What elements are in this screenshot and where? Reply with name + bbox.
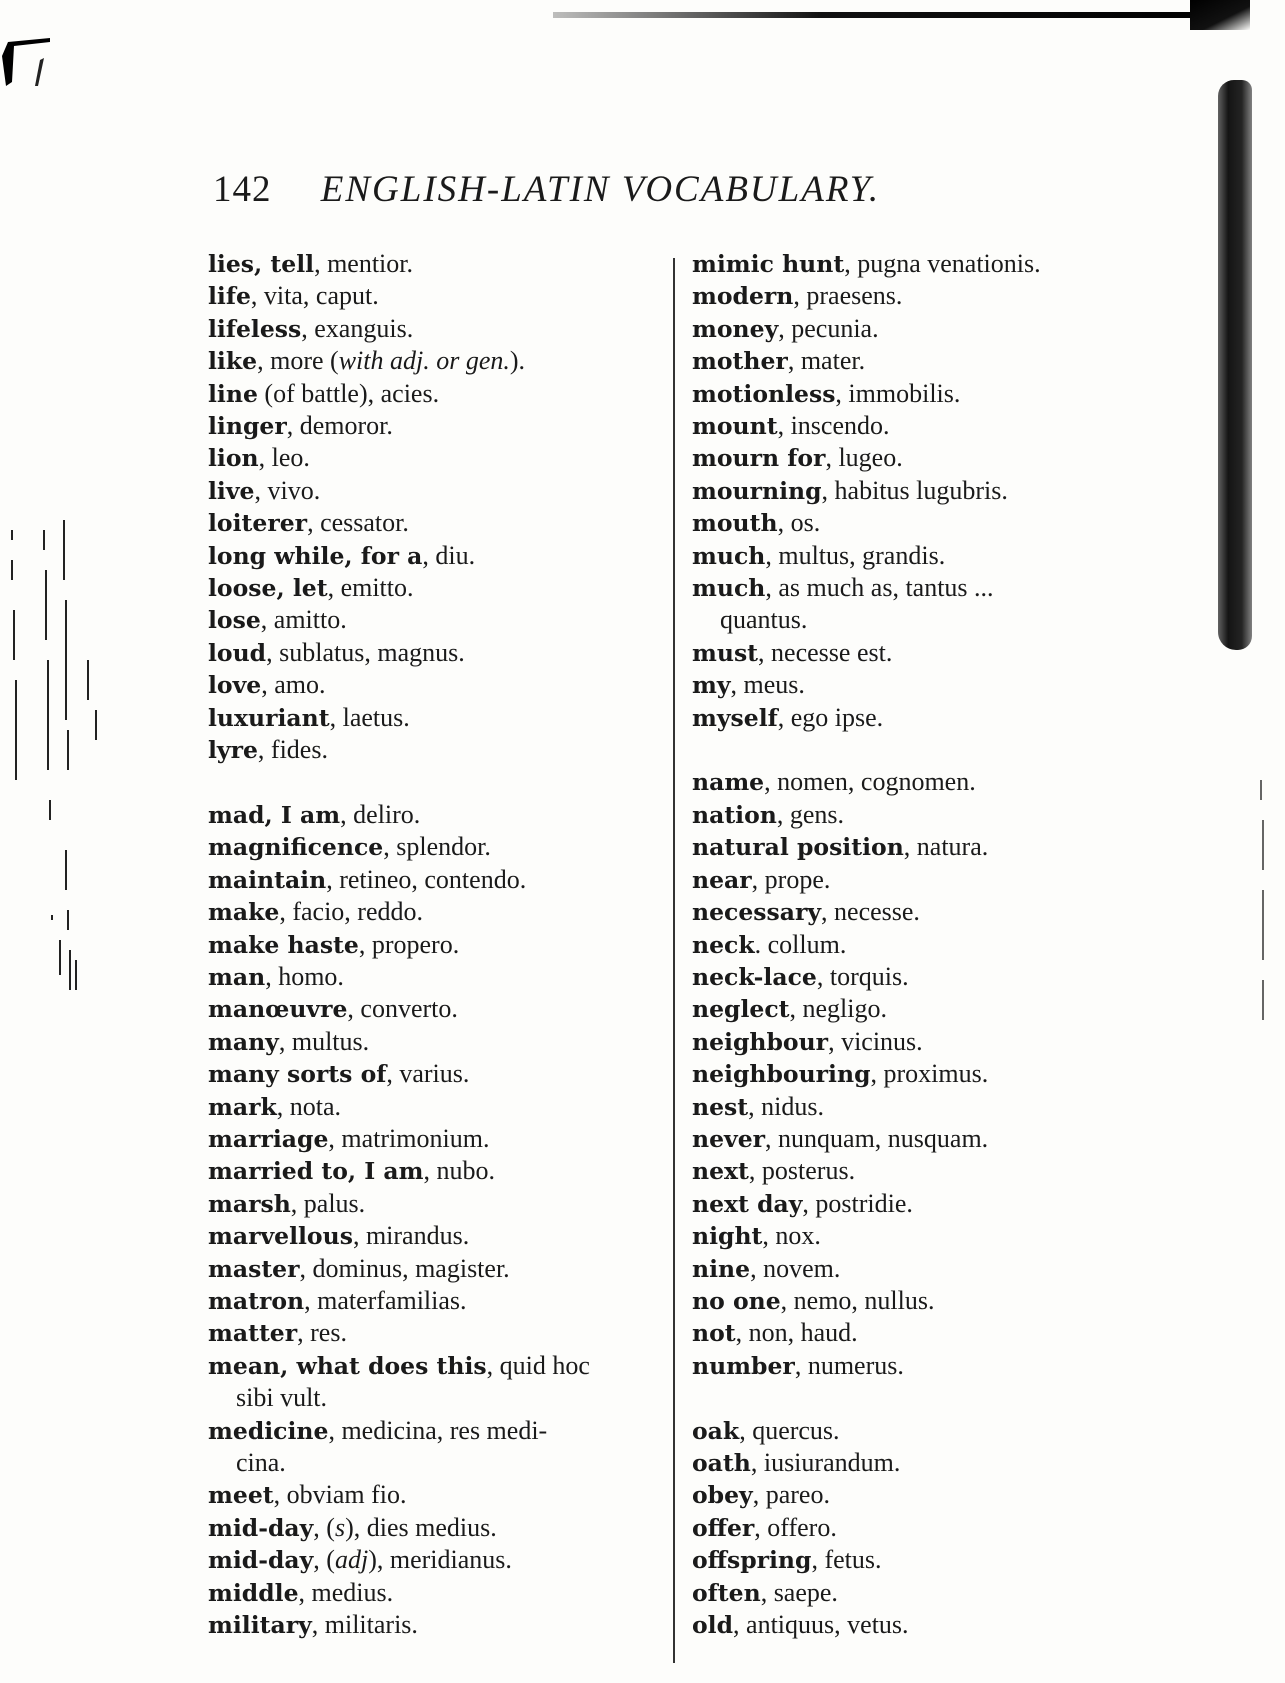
latin-gloss: , proximus. (870, 1059, 989, 1089)
vocab-entry (692, 831, 1172, 863)
vocab-entry (692, 1609, 1172, 1641)
headword: neck-lace (692, 962, 817, 991)
headword: myself (692, 703, 778, 732)
vocab-entry (208, 345, 678, 377)
latin-gloss: , nubo. (423, 1156, 496, 1186)
vocab-entry (208, 831, 678, 863)
latin-gloss: , deliro. (340, 799, 421, 829)
usage-note: with adj. or gen. (338, 346, 510, 376)
headword: offer (692, 1513, 755, 1542)
latin-gloss-end: ). (509, 346, 526, 376)
headword: motionless (692, 379, 836, 408)
latin-gloss: , more ( (257, 346, 339, 376)
vocab-entry (208, 799, 678, 831)
latin-gloss: , immobilis. (835, 378, 961, 408)
vocab-entry (208, 1350, 678, 1382)
vocab-entry (208, 280, 678, 312)
latin-gloss: , retineo, contendo. (326, 864, 527, 894)
latin-gloss: , nota. (276, 1091, 342, 1121)
vocab-entry (692, 345, 1172, 377)
latin-gloss: , amitto. (260, 605, 347, 635)
headword: money (692, 314, 779, 343)
section-spacer (692, 734, 1172, 766)
vocab-entry (208, 378, 678, 410)
latin-gloss: , laetus. (329, 702, 410, 732)
headword: long while, for a (208, 541, 423, 570)
headword: my (692, 671, 731, 700)
latin-gloss: , amo. (261, 670, 326, 700)
vocab-entry (208, 475, 678, 507)
latin-gloss: , varius. (386, 1059, 470, 1089)
headword: loud (208, 638, 267, 667)
vocab-entry (208, 637, 678, 669)
latin-gloss: , leo. (258, 443, 310, 473)
vocab-entry (692, 1447, 1172, 1479)
headword: matron (208, 1286, 305, 1315)
top-rule-line (553, 12, 1223, 18)
vocab-entry (208, 669, 678, 701)
usage-note: s (334, 1512, 346, 1542)
headword: mother (692, 347, 788, 376)
vocab-entry (692, 929, 1172, 961)
latin-gloss: , fides. (257, 735, 328, 765)
latin-gloss: , militaris. (311, 1610, 418, 1640)
latin-gloss: , praesens. (793, 281, 903, 311)
vocab-entry (692, 1091, 1172, 1123)
latin-gloss: , medicina, res medi- (328, 1415, 548, 1445)
latin-gloss: , novem. (750, 1253, 841, 1283)
headword: life (208, 282, 251, 311)
headword: middle (208, 1578, 299, 1607)
headword: marvellous (208, 1222, 353, 1251)
headword: live (208, 476, 255, 505)
headword: meet (208, 1481, 274, 1510)
latin-gloss: , exanguis. (301, 313, 414, 343)
vocab-entry (692, 1512, 1172, 1544)
vocab-entry (208, 604, 678, 636)
vocabulary-column-right (692, 248, 1172, 1641)
vocab-entry (208, 572, 678, 604)
vocab-entry (208, 1544, 678, 1576)
headword: lose (208, 606, 261, 635)
latin-gloss: , medius. (298, 1577, 394, 1607)
headword: mourn for (692, 444, 826, 473)
latin-gloss: , prope. (751, 864, 831, 894)
headword: oath (692, 1449, 751, 1477)
latin-gloss: , as much as, tantus ... (765, 573, 994, 603)
headword: not (692, 1319, 736, 1348)
latin-gloss: , vivo. (254, 475, 321, 505)
headword: much (692, 541, 766, 570)
vocab-entry (692, 1350, 1172, 1382)
headword: next (692, 1157, 749, 1186)
vocab-entry (692, 1220, 1172, 1252)
vocab-entry (208, 1123, 678, 1155)
headword: number (692, 1351, 795, 1380)
entry-continuation: cina. (236, 1448, 286, 1478)
vocab-entry (208, 864, 678, 896)
latin-gloss: , nidus. (748, 1091, 824, 1121)
headword: nation (692, 800, 777, 829)
latin-gloss: , sublatus, magnus. (266, 637, 465, 667)
corner-shadow (1190, 0, 1250, 30)
headword: medicine (208, 1416, 329, 1445)
vocab-entry (692, 993, 1172, 1025)
entry-continuation: sibi vult. (236, 1383, 328, 1413)
headword: must (692, 638, 759, 667)
headword: like (208, 347, 258, 376)
latin-gloss: , vita, caput. (250, 281, 379, 311)
vocab-entry (208, 1317, 678, 1349)
entry-continuation: quantus. (720, 605, 808, 635)
headword: marriage (208, 1124, 329, 1153)
vocab-entry (208, 1253, 678, 1285)
vocab-entry (692, 1188, 1172, 1220)
latin-gloss: , habitus lugubris. (821, 475, 1008, 505)
headword: no one (692, 1286, 781, 1315)
latin-gloss: , torquis. (816, 961, 909, 991)
headword: matter (208, 1319, 298, 1348)
headword: mid-day (208, 1513, 314, 1542)
latin-gloss: , demoror. (286, 411, 393, 441)
latin-gloss: , converto. (347, 994, 458, 1024)
latin-gloss: , res. (297, 1318, 347, 1348)
latin-gloss: , inscendo. (777, 411, 890, 441)
vocab-entry (692, 313, 1172, 345)
vocab-entry (208, 1091, 678, 1123)
latin-gloss: . collum. (754, 929, 847, 959)
vocab-entry (208, 1155, 678, 1187)
vocab-entry (208, 929, 678, 961)
vocab-entry (208, 507, 678, 539)
vocab-entry (692, 1123, 1172, 1155)
headword: luxuriant (208, 703, 330, 732)
vocab-entry (208, 313, 678, 345)
vocab-entry (692, 1479, 1172, 1511)
headword: make haste (208, 930, 359, 959)
vocab-entry (208, 410, 678, 442)
headword: magnificence (208, 833, 384, 862)
vocab-entry (692, 572, 1172, 604)
latin-gloss: , non, haud. (735, 1318, 858, 1348)
vocab-entry (692, 637, 1172, 669)
vocab-entry (208, 1188, 678, 1220)
headword: offspring (692, 1546, 812, 1575)
latin-gloss-end: ), dies medius. (345, 1512, 497, 1542)
vocab-entry (208, 1512, 678, 1544)
headword: neighbouring (692, 1060, 871, 1089)
latin-gloss: , ( (313, 1512, 335, 1542)
headword: love (208, 671, 262, 700)
page-edge-shadow (1218, 80, 1252, 650)
corner-bracket-mark (0, 20, 52, 90)
vocab-entry (208, 896, 678, 928)
latin-gloss: (of battle), acies. (257, 378, 440, 408)
headword: next day (692, 1189, 803, 1218)
headword: mean, what does this (208, 1351, 487, 1380)
vocab-entry (692, 475, 1172, 507)
usage-note: adj (334, 1545, 369, 1575)
headword: oak (692, 1416, 740, 1445)
vocab-entry (692, 1544, 1172, 1576)
latin-gloss: , necesse est. (758, 637, 893, 667)
vocab-entry (692, 1577, 1172, 1609)
latin-gloss: , negligo. (789, 994, 888, 1024)
vocab-entry (692, 669, 1172, 701)
vocab-entry (208, 961, 678, 993)
headword: loose, let (208, 574, 328, 603)
headword: marsh (208, 1189, 291, 1218)
latin-gloss: , emitto. (327, 573, 414, 603)
latin-gloss: , mirandus. (352, 1221, 470, 1251)
headword: military (208, 1611, 312, 1640)
vocab-entry (208, 540, 678, 572)
latin-gloss: , fetus. (811, 1545, 882, 1575)
latin-gloss: , quid hoc (486, 1350, 590, 1380)
latin-gloss: , nunquam, nusquam. (765, 1123, 989, 1153)
headword: master (208, 1254, 300, 1283)
vocab-entry (692, 280, 1172, 312)
headword: much (692, 574, 766, 603)
page-number: 142 (213, 169, 272, 210)
headword: manœuvre (208, 995, 348, 1024)
latin-gloss: , natura. (903, 832, 989, 862)
vocab-entry (692, 1155, 1172, 1187)
vocab-entry (692, 1415, 1172, 1447)
section-spacer (208, 767, 678, 799)
latin-gloss: , pecunia. (778, 313, 879, 343)
vocab-entry (208, 1577, 678, 1609)
latin-gloss: , dominus, magister. (299, 1253, 510, 1283)
headword: near (692, 865, 752, 894)
latin-gloss: , iusiurandum. (750, 1448, 901, 1477)
vocab-entry (208, 1415, 678, 1447)
headword: mid-day (208, 1546, 314, 1575)
vocab-entry (692, 766, 1172, 798)
vocab-entry (208, 442, 678, 474)
headword: lifeless (208, 314, 302, 343)
headword: mount (692, 412, 778, 441)
latin-gloss: , saepe. (760, 1577, 838, 1607)
headword: nest (692, 1092, 749, 1121)
latin-gloss: , ego ipse. (777, 702, 884, 732)
section-spacer (692, 1382, 1172, 1414)
vocab-entry (692, 1317, 1172, 1349)
headword: mourning (692, 476, 822, 505)
latin-gloss: , facio, reddo. (279, 897, 423, 927)
latin-gloss: , ( (313, 1545, 335, 1575)
headword: mimic hunt (692, 250, 845, 278)
vocab-entry (692, 248, 1172, 280)
latin-gloss: , diu. (422, 540, 476, 570)
page-header (213, 162, 1013, 218)
vocab-entry (692, 410, 1172, 442)
latin-gloss-end: ), meridianus. (368, 1545, 512, 1575)
headword: neglect (692, 995, 790, 1024)
latin-gloss: , posterus. (748, 1156, 856, 1186)
latin-gloss: , pugna venationis. (844, 249, 1041, 278)
headword: modern (692, 282, 794, 311)
headword: loiterer (208, 509, 308, 538)
latin-gloss: , offero. (754, 1512, 837, 1542)
latin-gloss: , nomen, cognomen. (764, 767, 976, 797)
vocab-entry (692, 540, 1172, 572)
latin-gloss: , postridie. (802, 1188, 913, 1218)
headword: many (208, 1027, 279, 1056)
page-title: ENGLISH-LATIN VOCABULARY. (320, 169, 881, 210)
vocab-entry (692, 799, 1172, 831)
vocab-entry (692, 1058, 1172, 1090)
headword: line (208, 379, 258, 408)
vocab-entry (208, 702, 678, 734)
headword: never (692, 1124, 766, 1153)
vocab-entry (208, 1058, 678, 1090)
vocab-entry (692, 1253, 1172, 1285)
vocab-entry (692, 1285, 1172, 1317)
latin-gloss: , propero. (358, 929, 460, 959)
latin-gloss: , multus, grandis. (765, 540, 946, 570)
headword: lies, tell (208, 250, 315, 278)
latin-gloss: , antiquus, vetus. (733, 1610, 909, 1640)
headword: obey (692, 1481, 753, 1510)
margin-scan-marks (0, 520, 110, 1060)
latin-gloss: , vicinus. (828, 1026, 923, 1056)
headword: necessary (692, 898, 822, 927)
headword: mad, I am (208, 800, 341, 829)
vocab-entry (208, 1479, 678, 1511)
headword: lyre (208, 736, 258, 765)
latin-gloss: , materfamilias. (304, 1285, 467, 1315)
latin-gloss: , obviam fio. (273, 1480, 407, 1510)
latin-gloss: , numerus. (794, 1350, 904, 1380)
headword: old (692, 1611, 734, 1640)
vocab-entry (208, 734, 678, 766)
vocab-entry (692, 1026, 1172, 1058)
headword: neighbour (692, 1027, 829, 1056)
latin-gloss: , cessator. (307, 508, 409, 538)
headword: natural position (692, 833, 904, 862)
latin-gloss: , splendor. (383, 832, 491, 862)
headword: often (692, 1578, 761, 1607)
latin-gloss: , nemo, nullus. (780, 1285, 935, 1315)
latin-gloss: , palus. (290, 1188, 366, 1218)
vocab-entry (208, 1220, 678, 1252)
latin-gloss: , multus. (278, 1026, 370, 1056)
headword: married to, I am (208, 1157, 424, 1186)
latin-gloss: , gens. (776, 799, 845, 829)
latin-gloss: , lugeo. (825, 443, 903, 473)
vocab-entry (692, 378, 1172, 410)
headword: man (208, 962, 266, 991)
headword: mark (208, 1092, 277, 1121)
latin-gloss: , nox. (762, 1221, 821, 1251)
vocab-entry (208, 248, 678, 280)
latin-gloss: , mater. (787, 346, 866, 376)
headword: lion (208, 444, 259, 473)
vocab-entry (692, 896, 1172, 928)
latin-gloss: , homo. (265, 961, 344, 991)
headword: night (692, 1222, 763, 1251)
right-margin-marks (1255, 780, 1275, 1020)
latin-gloss: , pareo. (752, 1480, 830, 1510)
vocab-entry (208, 1285, 678, 1317)
headword: maintain (208, 865, 327, 894)
vocab-entry (208, 993, 678, 1025)
vocab-entry (692, 507, 1172, 539)
headword: make (208, 898, 280, 927)
latin-gloss: , matrimonium. (328, 1123, 490, 1153)
vocab-entry (208, 1609, 678, 1641)
latin-gloss: , quercus. (739, 1415, 840, 1445)
vocabulary-column-left (208, 248, 678, 1641)
headword: linger (208, 412, 287, 441)
latin-gloss: , mentior. (314, 249, 413, 278)
headword: nine (692, 1254, 751, 1283)
headword: many sorts of (208, 1060, 387, 1089)
latin-gloss: , meus. (730, 670, 805, 700)
vocab-entry (692, 864, 1172, 896)
latin-gloss: , necesse. (821, 897, 920, 927)
vocab-entry (692, 702, 1172, 734)
vocab-entry (692, 961, 1172, 993)
latin-gloss: , os. (777, 508, 821, 538)
vocab-entry (692, 442, 1172, 474)
vocab-entry (208, 1026, 678, 1058)
headword: mouth (692, 509, 778, 538)
headword: name (692, 768, 765, 797)
headword: neck (692, 930, 755, 959)
